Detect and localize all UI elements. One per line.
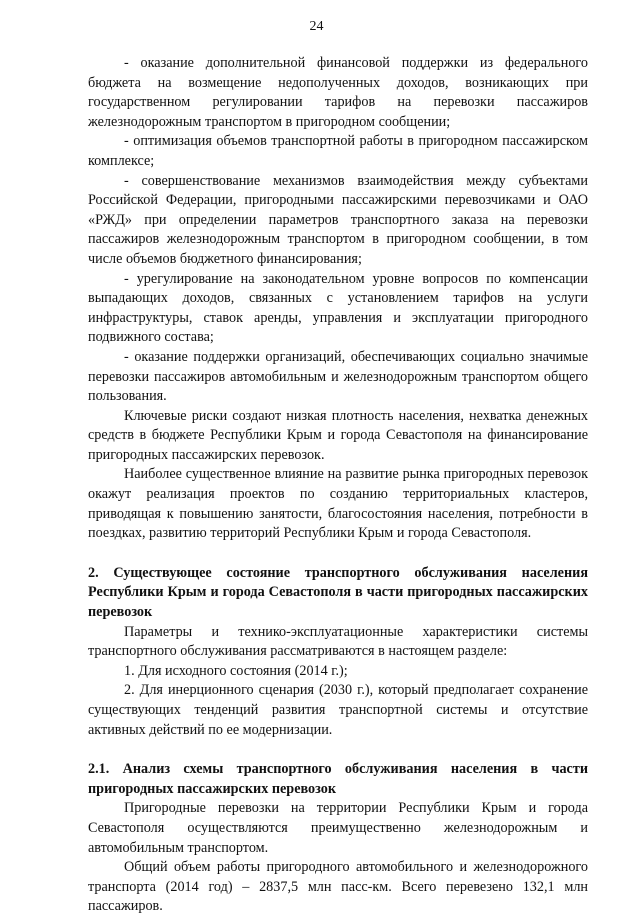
bullet-item: - оказание дополнительной финансовой поддержки из федерального бюджета на возмещение недополученных доходов, возникающих при государственном регулировании тарифов на перевозки пассажиров железнодорожным транспортом в пригородном сообщении;	[88, 55, 588, 130]
section-2-intro: Параметры и технико-эксплуатационные характеристики системы транспортного обслуживания рассматриваются в настоящем разделе:	[88, 623, 588, 660]
spacer	[88, 740, 588, 760]
section-2-1-heading: 2.1. Анализ схемы транспортного обслуживания населения в части пригородных пассажирских перевозок	[88, 761, 588, 797]
bullet-item: - совершенствование механизмов взаимодействия между субъектами Российской Федерации, пригородными пассажирскими перевозчиками и ОАО «РЖД» при определении параметров транспортного заказа на перевозки пассажиров железнодорожным транспортом в пригородном сообщении, в том числе объемов бюджетного финансирования;	[88, 172, 588, 267]
page-number: 24	[309, 19, 324, 34]
bullet-item: - оказание поддержки организаций, обеспечивающих социально значимые перевозки пассажиров автомобильным и железнодорожным транспортом общего пользования.	[88, 348, 588, 405]
risks-paragraph: Ключевые риски создают низкая плотность населения, нехватка денежных средств в бюджете Республики Крым и города Севастополя на финансирование пригородных пассажирских перевозок.	[88, 407, 588, 463]
section-2-heading: 2. Существующее состояние транспортного обслуживания населения Республики Крым и города Севастополя в части пригородных пассажирских перевозок	[88, 564, 588, 621]
bullet-item: - оптимизация объемов транспортной работы в пригородном пассажирском комплексе;	[88, 133, 588, 169]
section-2-1-paragraph: Пригородные перевозки на территории Республики Крым и города Севастополя осуществляются преимущественно железнодорожным и автомобильным транспортом.	[88, 800, 588, 856]
influence-paragraph: Наиболее существенное влияние на развитие рынка пригородных перевозок окажут реализация проектов по созданию территориальных кластеров, приводящая к повышению занятости, благосостояния населения, потребности в поездках, развитию территорий Республики Крым и города Севастополя.	[88, 466, 588, 542]
list-item: 2. Для инерционного сценария (2030 г.), который предполагает сохранение существующих тенденций развития транспортной системы и отсутствие активных действий по ее модернизации.	[88, 682, 588, 738]
bullet-item: - урегулирование на законодательном уровне вопросов по компенсации выпадающих доходов, связанных с установлением тарифов на услуги инфраструктуры, ставок аренды, управления и эксплуатации пригородного подвижного состава;	[88, 270, 588, 346]
page-content	[88, 54, 588, 917]
list-item: 1. Для исходного состояния (2014 г.);	[124, 662, 348, 679]
spacer	[88, 544, 588, 564]
section-2-1-paragraph: Общий объем работы пригородного автомобильного и железнодорожного транспорта (2014 год) – 2837,5 млн пасс-км. Всего перевезено 132,1 млн пассажиров.	[88, 859, 588, 915]
